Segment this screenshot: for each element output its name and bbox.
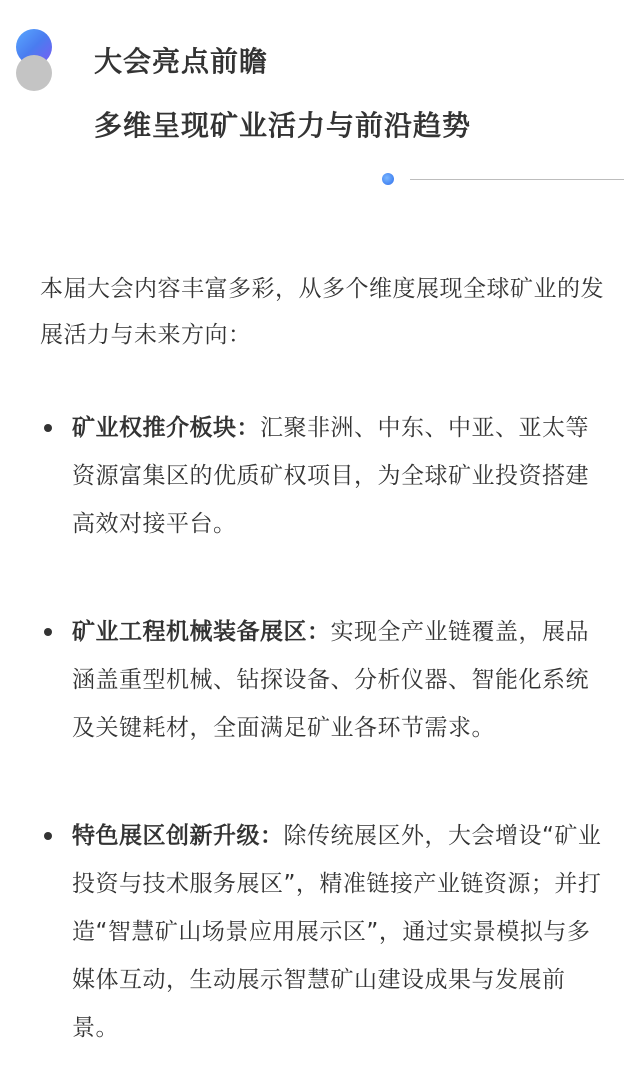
list-item-body: 实现全产业链覆盖，展品涵盖重型机械、钻探设备、分析仪器、智能化系统及关键耗材，全面满足矿业各环节需求。	[72, 619, 589, 741]
bullet-dot-icon	[44, 628, 52, 636]
list-item-body: 除传统展区外，大会增设“矿业投资与技术服务展区”，精准链接产业链资源；并打造“智慧矿山场景应用展示区”，通过实景模拟与多媒体互动，生动展示智慧矿山建设成果与发展前景。	[72, 823, 602, 1041]
list-item-heading: 矿业工程机械装备展区：	[72, 619, 331, 645]
divider-line	[410, 179, 624, 180]
grey-circle-decoration-icon	[16, 55, 52, 91]
section-title: 大会亮点前瞻	[94, 45, 269, 78]
intro-paragraph: 本届大会内容丰富多彩，从多个维度展现全球矿业的发展活力与未来方向：	[40, 276, 604, 348]
list-item	[72, 608, 602, 752]
section-header	[0, 0, 640, 200]
bullet-dot-icon	[44, 832, 52, 840]
section-subtitle: 多维呈现矿业活力与前沿趋势	[94, 109, 472, 142]
list-item	[72, 404, 602, 548]
accent-dot-icon	[382, 173, 394, 185]
list-item-heading: 特色展区创新升级：	[72, 823, 284, 849]
list-item-body: 汇聚非洲、中东、中亚、亚太等资源富集区的优质矿权项目，为全球矿业投资搭建高效对接平台。	[72, 415, 589, 537]
list-item-heading: 矿业权推介板块：	[72, 415, 260, 441]
bullet-dot-icon	[44, 424, 52, 432]
list-item	[72, 812, 602, 1052]
